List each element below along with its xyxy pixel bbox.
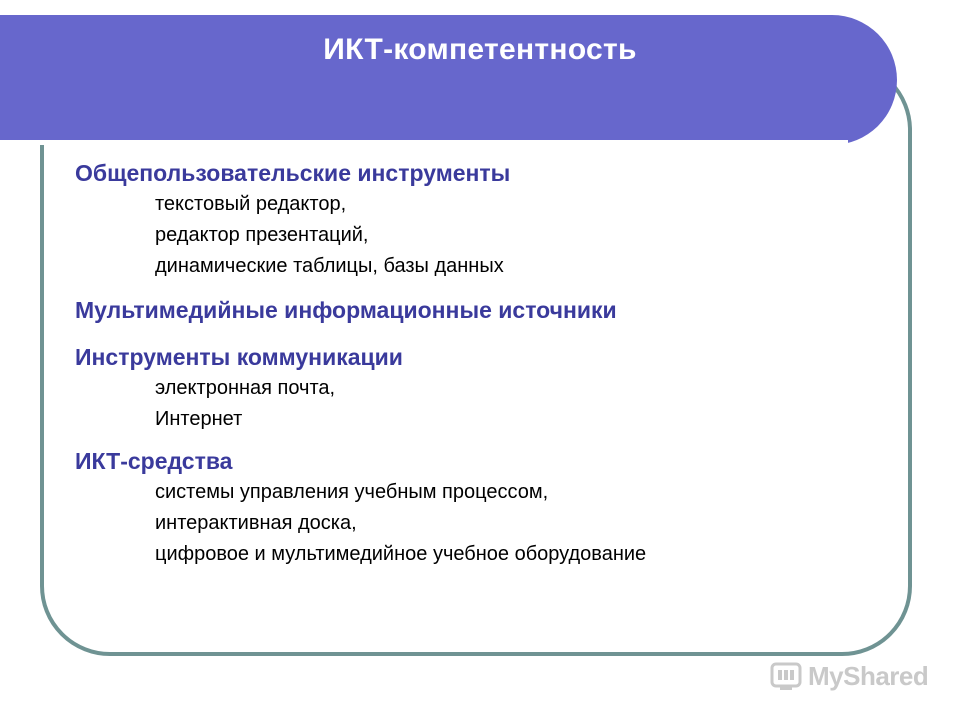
- section-heading: Инструменты коммуникации: [75, 344, 403, 370]
- section-heading: Мультимедийные информационные источники: [75, 297, 617, 323]
- list-item: Интернет: [155, 408, 243, 430]
- watermark-text: MyShared: [808, 660, 929, 691]
- banner-divider: [0, 140, 848, 145]
- section-multimedia-sources: [75, 294, 875, 326]
- list-item: текстовый редактор,: [155, 193, 347, 215]
- list-item: интерактивная доска,: [155, 512, 357, 534]
- section-heading: Общепользовательские инструменты: [75, 160, 511, 186]
- list-item: динамические таблицы, базы данных: [155, 255, 504, 277]
- section-communication-tools: [75, 341, 875, 435]
- list-item: системы управления учебным процессом,: [155, 481, 549, 503]
- section-ict-means: [75, 445, 875, 570]
- section-heading: ИКТ-средства: [75, 448, 233, 474]
- section-general-tools: [75, 157, 875, 282]
- slide-title: ИКТ-компетентность: [323, 33, 637, 66]
- list-item: электронная почта,: [155, 377, 336, 399]
- list-item: редактор презентаций,: [155, 224, 369, 246]
- list-item: цифровое и мультимедийное учебное оборудование: [155, 543, 647, 565]
- slide-content: [75, 157, 875, 570]
- myshared-logo-icon: [768, 658, 804, 694]
- myshared-watermark: [768, 656, 928, 696]
